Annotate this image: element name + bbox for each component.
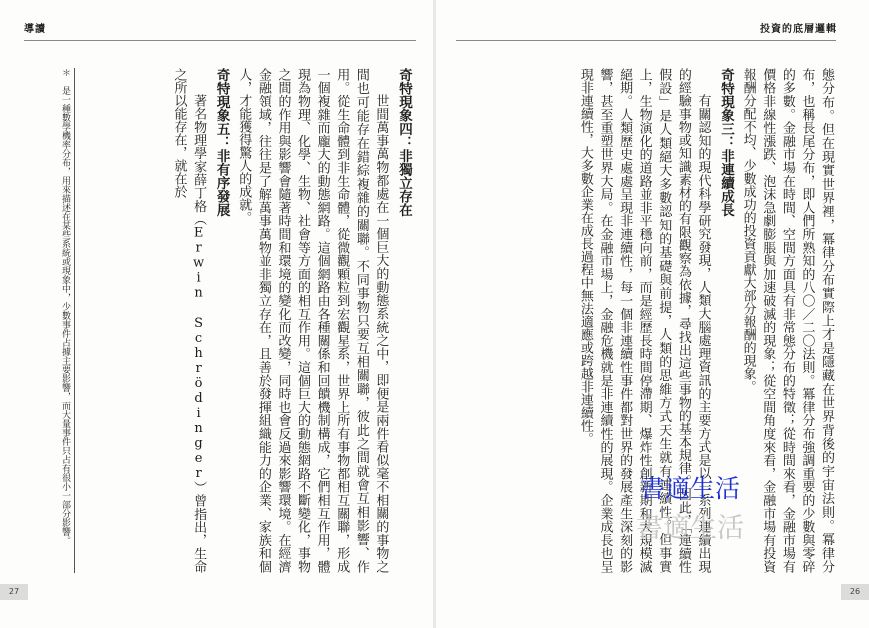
header-rule-left [24, 40, 416, 41]
page-number-left: 27 [0, 584, 28, 600]
running-header-right: 投資的底層邏輯 [760, 24, 837, 35]
watermark-gray: 書適生活 [636, 513, 744, 544]
page-number-right: 26 [841, 584, 869, 600]
paragraph-4: 著名物理學家薛丁格（Erwin Schrödinger）曾指出，生命之所以能存在，就在於 [171, 68, 207, 573]
footnote [46, 68, 72, 568]
section-5-title: 奇特現象五：非有序發展 [213, 68, 230, 217]
running-header-left: 導讀 [24, 24, 46, 35]
left-body-text [171, 68, 416, 573]
section-4-title: 奇特現象四：非獨立存在 [396, 68, 412, 217]
left-page [0, 0, 434, 628]
paragraph-3: 世間萬事萬物都處在一個巨大的動態系統之中，即便是兩件看似毫不相關的事物之間也可能存在錯綜複雜的關聯。不同事物只要互相關聯，彼此之間就會互相影響、作用。從生命體到非生命體，從微觀顆粒到宏觀星系，世界上所有事物都相互關聯，形成一個複雜而龐大的動態網路。這個網路由各種關係和回饋機制構成，它們相互作用，體現為物理、化學、生物、社會等方面的相互作用。這個巨大的動態網路不斷變化，事物之間的作用與影響會隨著時間和環境的變化而改變，同時也會反過來影響環境。在經濟金融領域，往往是了解萬事萬物並非獨立存在，且善於發揮組織能力的企業、家族和個人，才能獲得驚人的成就。 [236, 68, 389, 573]
header-rule-right [456, 40, 836, 41]
footnote-divider [74, 68, 75, 573]
paragraph-2: 有關認知的現代科學研究發現，人類大腦處理資訊的主要方式是以一系列連續出現的經驗事物或知識素材的有限觀察為依據，尋找出這些事物的基本規律。因此，「連續性假設」是人類絕大多數認知的基礎與前提，人類的思維方式天生就有連續性。但事實上，生物演化的道路並非平穩向前，而是經歷長時間停滯期、爆炸性創新期和大規模滅絕期。人類歷史處處呈現非連續性，每一個非連續性事件都對世界的發展產生深刻的影響，甚至重塑世界大局。在金融市場上，金融危機就是非連續性的展現。企業成長也呈現非連續性，大多數企業在成長過程中無法適應或跨越非連續性。 [577, 68, 711, 573]
watermark-blue: 書適生活 [640, 474, 741, 503]
section-3-title: 奇特現象三：非連續成長 [718, 68, 735, 217]
footnote-text: ＊ 是一種數學機率分布，用來描述在某些系統或現象中，少數事件占據主要影響，而大量事件只占有很小一部分影響。 [60, 68, 70, 545]
paragraph-1: 態分布。但在現實世界裡，冪律分布實際上才是隱藏在世界背後的宇宙法則。冪律分布，也稱長尾分布，即人們所熟知的八〇／二〇法則。冪律分布強調重要的少數與零碎的多數。金融市場在時間、空間方面具有非常態分布的特徵；從時間來看，金融市場有價格非線性漲跌、泡沫急劇膨脹與加速破滅的現象；從空間角度來看，金融市場有投資報酬分配不均、少數成功的投資貢獻大部分報酬的現象。 [740, 68, 834, 573]
